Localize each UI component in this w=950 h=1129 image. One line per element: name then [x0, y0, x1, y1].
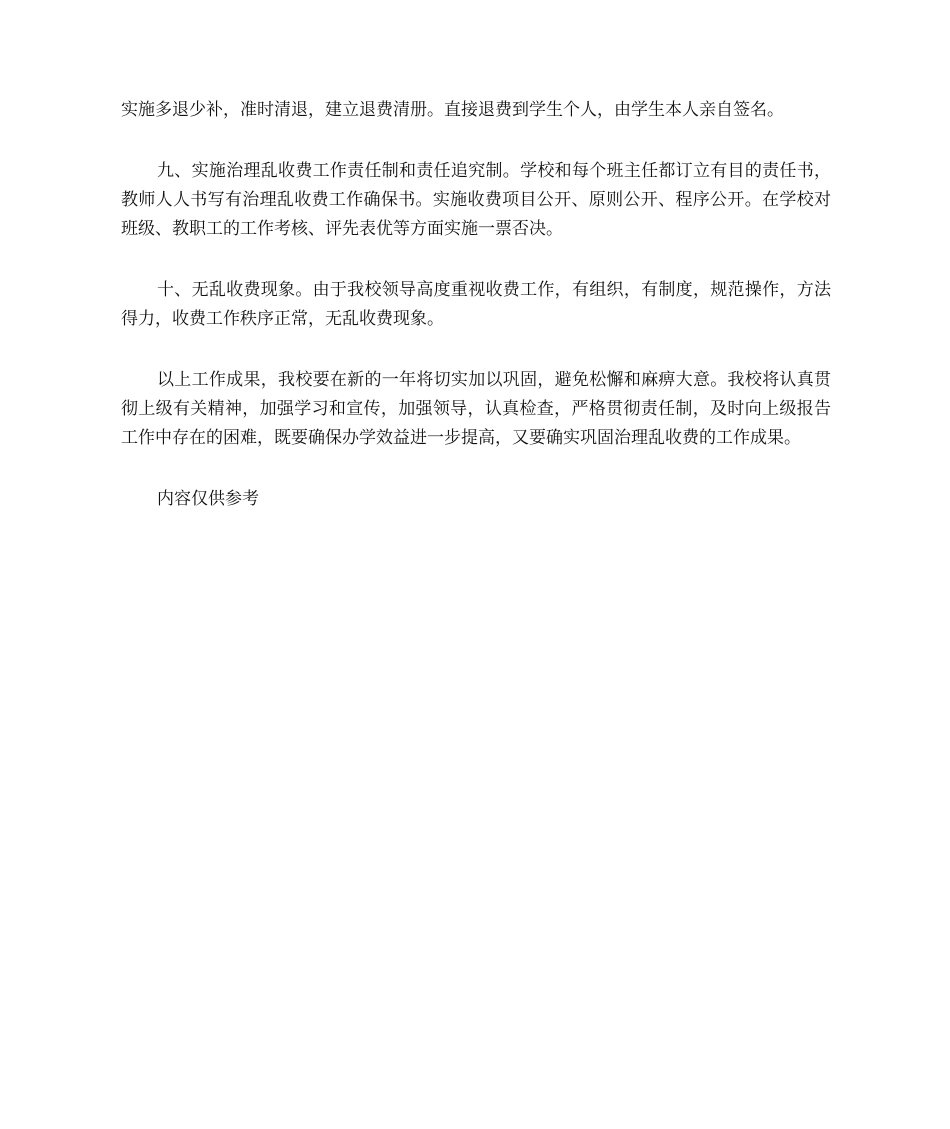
paragraph-refund-process: 实施多退少补，准时清退，建立退费清册。直接退费到学生个人，由学生本人亲自签名。: [121, 100, 784, 120]
paragraph-conclusion: 以上工作成果，我校要在新的一年将切实加以巩固，避免松懈和麻痹大意。我校将认真贯彻上级有关精神，加强学习和宣传，加强领导，认真检查，严格贯彻责任制，及时向上级报告工作中存在的困难，既要确保办学效益进一步提高，又要确实巩固治理乱收费的工作成果。: [121, 370, 831, 448]
paragraph-item-nine: 九、实施治理乱收费工作责任制和责任追究制。学校和每个班主任都订立有目的责任书，教师人人书写有治理乱收费工作确保书。实施收费项目公开、原则公开、程序公开。在学校对班级、教职工的工作考核、评先表优等方面实施一票否决。: [121, 161, 831, 239]
document-page: [121, 96, 831, 514]
paragraph-item-ten: 十、无乱收费现象。由于我校领导高度重视收费工作，有组织，有制度，规范操作，方法得力，收费工作秩序正常，无乱收费现象。: [121, 280, 831, 329]
paragraph-disclaimer: 内容仅供参考: [157, 489, 259, 509]
